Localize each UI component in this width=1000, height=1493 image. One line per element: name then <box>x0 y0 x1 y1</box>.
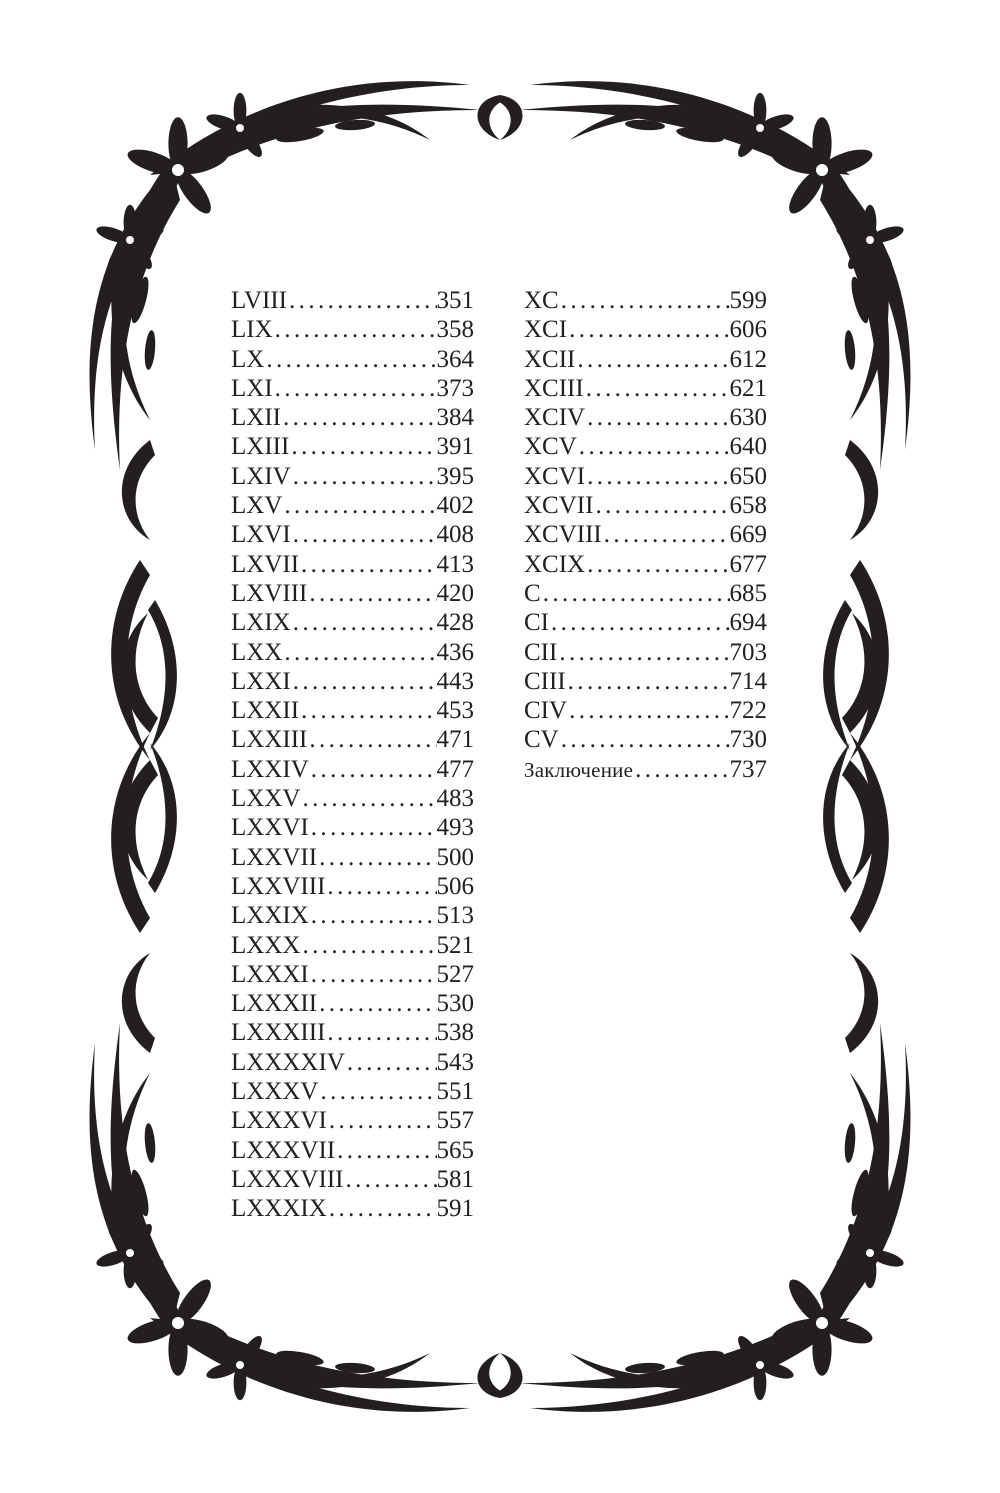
toc-entry-label: CI <box>524 609 549 637</box>
toc-entry <box>231 667 474 696</box>
toc-entry-page: 703 <box>729 638 767 666</box>
toc-entry-label: LXXX <box>231 931 301 959</box>
toc-entry <box>231 638 474 667</box>
toc-entry-page: 384 <box>436 404 474 432</box>
toc-entry-label: XC <box>524 287 559 314</box>
toc-entry <box>524 345 767 374</box>
toc-entry-page: 443 <box>436 667 474 695</box>
toc-entry <box>231 696 474 725</box>
toc-leader-dots <box>593 491 729 520</box>
toc-entry-label: LXVIII <box>231 579 308 607</box>
toc-entry-label: LXVI <box>231 521 291 549</box>
toc-entry-page: 630 <box>729 404 767 432</box>
toc-leader-dots <box>281 403 437 432</box>
toc-entry-page: 513 <box>436 902 474 930</box>
toc-entry-page: 669 <box>729 521 767 549</box>
toc-leader-dots <box>327 1106 437 1135</box>
toc-entry-page: 565 <box>436 1136 474 1164</box>
toc-entry <box>231 901 474 930</box>
toc-entry-page: 483 <box>436 785 474 813</box>
toc-entry <box>231 725 474 754</box>
toc-leader-dots <box>559 725 730 754</box>
toc-entry <box>524 315 767 344</box>
toc-entry-label: XCVI <box>524 462 586 490</box>
toc-leader-dots <box>264 345 436 374</box>
toc-entry-label: XCV <box>524 433 577 461</box>
toc-leader-dots <box>633 755 729 784</box>
toc-leader-dots <box>602 520 730 549</box>
toc-leader-dots <box>291 608 437 637</box>
toc-entry-page: 694 <box>729 609 767 637</box>
toc-entry <box>524 696 767 725</box>
toc-entry-page: 493 <box>436 814 474 842</box>
toc-entry-page: 730 <box>729 726 767 754</box>
toc-entry-page: 599 <box>729 287 767 314</box>
toc-entry-label: LXV <box>231 492 283 520</box>
toc-entry <box>231 579 474 608</box>
toc-entry <box>524 579 767 608</box>
toc-entry <box>231 1136 474 1165</box>
toc-entry <box>231 1077 474 1106</box>
toc-leader-dots <box>566 667 730 696</box>
toc-entry-page: 677 <box>729 550 767 578</box>
toc-leader-dots <box>309 755 437 784</box>
toc-entry-label: CIV <box>524 697 568 725</box>
toc-entry <box>231 520 474 549</box>
toc-leader-dots <box>282 638 436 667</box>
toc-entry-label: XCIV <box>524 404 586 432</box>
toc-entry-page: 358 <box>436 316 474 344</box>
toc-entry <box>524 520 767 549</box>
toc-entry-page: 521 <box>436 931 474 959</box>
toc-entry-label: LXXXVIII <box>231 1165 344 1193</box>
toc-leader-dots <box>559 286 730 315</box>
toc-entry-page: 612 <box>729 345 767 373</box>
toc-entry-label: CV <box>524 726 559 754</box>
toc-entry <box>524 667 767 696</box>
toc-entry <box>231 755 474 784</box>
toc-entry-page: 538 <box>436 1019 474 1047</box>
toc-leader-dots <box>345 1048 437 1077</box>
toc-leader-dots <box>273 315 437 344</box>
toc-entry <box>231 315 474 344</box>
toc-entry-page: 581 <box>436 1165 474 1193</box>
toc-entry-label: LXXXIX <box>231 1195 327 1223</box>
toc-entry-label: LXX <box>231 638 283 666</box>
toc-leader-dots <box>577 432 730 461</box>
toc-entry <box>231 550 474 579</box>
toc-entry-label: XCVII <box>524 492 594 520</box>
toc-entry <box>231 403 474 432</box>
toc-leader-dots <box>557 638 729 667</box>
toc-entry-page: 391 <box>436 433 474 461</box>
toc-entry-page: 408 <box>436 521 474 549</box>
toc-entry-page: 530 <box>436 990 474 1018</box>
toc-entry <box>524 725 767 754</box>
toc-entry <box>524 550 767 579</box>
toc-entry-label: LXXXXIV <box>231 1048 345 1076</box>
toc-entry-label: XCIX <box>524 550 586 578</box>
toc-entry-label: LXVII <box>231 550 300 578</box>
toc-entry-page: 606 <box>729 316 767 344</box>
toc-entry <box>524 638 767 667</box>
toc-entry <box>231 1048 474 1077</box>
toc-entry-label: LXXXI <box>231 960 309 988</box>
toc-entry-page: 591 <box>436 1195 474 1223</box>
toc-entry-label: CII <box>524 638 558 666</box>
toc-leader-dots <box>319 1077 437 1106</box>
toc-entry <box>231 931 474 960</box>
toc-leader-dots <box>291 520 437 549</box>
toc-entry <box>524 491 767 520</box>
toc-entry-label: LXIV <box>231 462 291 490</box>
toc-entry-label: LXXII <box>231 697 300 725</box>
toc-entry-label: LXXI <box>231 667 291 695</box>
toc-left-column <box>231 286 474 1224</box>
toc-entry-label: LXXVIII <box>231 872 326 900</box>
toc-leader-dots <box>282 491 436 520</box>
toc-right-column <box>524 286 767 784</box>
toc-entry-page: 650 <box>729 462 767 490</box>
toc-entry <box>231 1018 474 1047</box>
toc-entry-page: 543 <box>436 1048 474 1076</box>
toc-leader-dots <box>335 1136 436 1165</box>
toc-leader-dots <box>273 374 437 403</box>
toc-entry-label: XCII <box>524 345 576 373</box>
toc-entry-page: 551 <box>436 1078 474 1106</box>
toc-entry <box>524 403 767 432</box>
toc-entry-label: LXXV <box>231 785 301 813</box>
toc-entry-page: 658 <box>729 492 767 520</box>
toc-entry-page: 685 <box>729 579 767 607</box>
toc-leader-dots <box>585 462 729 491</box>
toc-leader-dots <box>327 1194 437 1223</box>
toc-entry <box>231 784 474 813</box>
toc-leader-dots <box>300 784 436 813</box>
toc-entry-label: LXXVII <box>231 843 318 871</box>
toc-leader-dots <box>585 403 729 432</box>
toc-entry-page: 402 <box>436 492 474 520</box>
toc-entry <box>231 374 474 403</box>
toc-leader-dots <box>287 286 436 315</box>
toc-entry-page: 500 <box>436 843 474 871</box>
toc-entry-page: 413 <box>436 550 474 578</box>
toc-entry-page: 420 <box>436 579 474 607</box>
toc-entry-label: XCIII <box>524 374 584 402</box>
toc-entry-label: LXXXVI <box>231 1107 327 1135</box>
toc-leader-dots <box>291 667 437 696</box>
toc-leader-dots <box>317 843 436 872</box>
toc-entry-label: LXXXIII <box>231 1019 326 1047</box>
toc-entry-label: C <box>524 579 541 607</box>
toc-leader-dots <box>575 345 729 374</box>
toc-entry <box>231 843 474 872</box>
toc-leader-dots <box>584 374 730 403</box>
toc-entry <box>231 813 474 842</box>
toc-entry <box>231 1165 474 1194</box>
toc-entry-label: LXI <box>231 374 273 402</box>
toc-entry-page: 714 <box>729 667 767 695</box>
toc-entry-page: 506 <box>436 872 474 900</box>
toc-entry-label: Заключение <box>524 757 634 782</box>
toc-leader-dots <box>325 1018 436 1047</box>
toc-entry-label: LVIII <box>231 287 288 314</box>
toc-entry-page: 471 <box>436 726 474 754</box>
toc-entry-page: 722 <box>729 697 767 725</box>
toc-entry <box>524 432 767 461</box>
toc-entry-label: LXXIX <box>231 902 309 930</box>
toc-leader-dots <box>309 960 437 989</box>
toc-leader-dots <box>549 608 730 637</box>
toc-leader-dots <box>325 872 436 901</box>
toc-entry <box>231 608 474 637</box>
toc-entry <box>231 1194 474 1223</box>
toc-entry-label: LXII <box>231 404 281 432</box>
toc-entry-label: LXXIV <box>231 755 309 783</box>
toc-leader-dots <box>309 901 437 930</box>
toc-entry-page: 527 <box>436 960 474 988</box>
toc-leader-dots <box>541 579 730 608</box>
toc-entry-page: 373 <box>436 374 474 402</box>
toc-entry <box>524 462 767 491</box>
toc-leader-dots <box>307 725 436 754</box>
toc-entry-label: LXXIII <box>231 726 308 754</box>
toc-leader-dots <box>343 1165 436 1194</box>
toc-entry <box>524 755 767 784</box>
toc-leader-dots <box>299 696 436 725</box>
toc-entry <box>524 374 767 403</box>
toc-entry-label: LXXXII <box>231 990 318 1018</box>
toc-leader-dots <box>567 696 729 725</box>
toc-entry-label: LXXVI <box>231 814 309 842</box>
toc-leader-dots <box>289 432 436 461</box>
toc-entry <box>524 286 767 315</box>
toc-entry <box>231 432 474 461</box>
toc-entry-page: 436 <box>436 638 474 666</box>
toc-leader-dots <box>300 931 436 960</box>
toc-leader-dots <box>299 550 436 579</box>
toc-entry-label: LXIX <box>231 609 291 637</box>
toc-entry-label: LXXXV <box>231 1078 319 1106</box>
toc-entry-page: 737 <box>729 755 767 783</box>
toc-entry <box>231 872 474 901</box>
toc-entry-label: LX <box>231 345 265 373</box>
toc-entry-page: 364 <box>436 345 474 373</box>
toc-entry <box>231 960 474 989</box>
toc-leader-dots <box>309 813 437 842</box>
toc-entry-page: 477 <box>436 755 474 783</box>
toc-entry-page: 428 <box>436 609 474 637</box>
toc-leader-dots <box>317 989 436 1018</box>
toc-entry <box>231 286 474 315</box>
toc-entry-label: LIX <box>231 316 273 344</box>
toc-entry-label: XCVIII <box>524 521 602 549</box>
toc-entry <box>231 491 474 520</box>
toc-entry-page: 640 <box>729 433 767 461</box>
toc-entry-page: 395 <box>436 462 474 490</box>
toc-entry-page: 351 <box>436 287 474 314</box>
toc-leader-dots <box>567 315 729 344</box>
toc-entry-label: LXIII <box>231 433 290 461</box>
toc-leader-dots <box>307 579 436 608</box>
toc-entry-label: CIII <box>524 667 566 695</box>
toc-entry-page: 621 <box>729 374 767 402</box>
toc-entry <box>231 1106 474 1135</box>
toc-entry <box>524 608 767 637</box>
toc-entry-label: LXXXVII <box>231 1136 336 1164</box>
toc-entry <box>231 462 474 491</box>
toc-entry-label: XCI <box>524 316 568 344</box>
toc-entry-page: 557 <box>436 1107 474 1135</box>
toc-entry <box>231 989 474 1018</box>
toc-leader-dots <box>291 462 437 491</box>
toc-leader-dots <box>585 550 729 579</box>
toc-entry <box>231 345 474 374</box>
toc-entry-page: 453 <box>436 697 474 725</box>
